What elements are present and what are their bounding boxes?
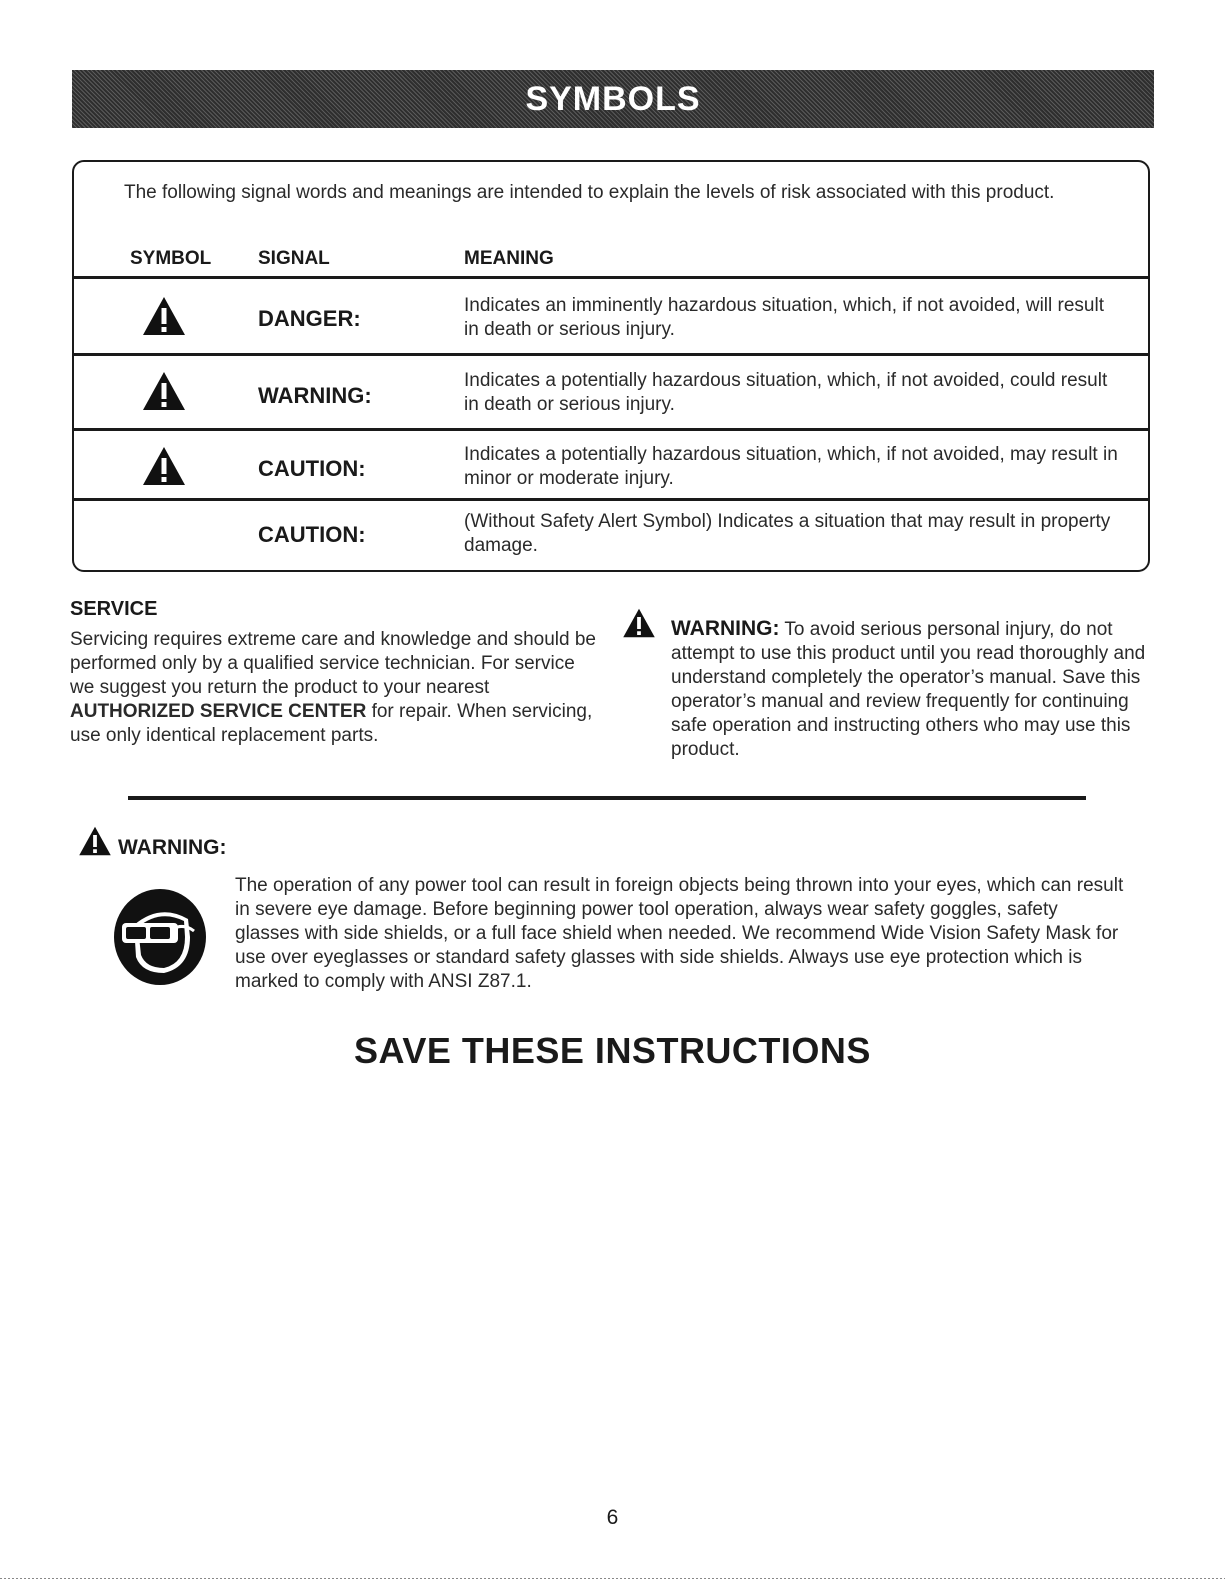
meaning-danger: Indicates an imminently hazardous situation, which, if not avoided, will result in death or serious injury.: [464, 295, 1104, 340]
column-header-signal: SIGNAL: [258, 248, 330, 269]
service-heading: SERVICE: [70, 598, 158, 620]
meaning-warning: Indicates a potentially hazardous situation, which, if not avoided, could result in death or serious injury.: [464, 370, 1108, 415]
signal-word-caution: CAUTION:: [258, 456, 366, 481]
eye-protection-text: The operation of any power tool can result in foreign objects being thrown into your eyes, which can result in severe eye damage. Before beginning power tool operation, always wear safety goggles, safety glasses with side shields, or a full face shield when needed. We recommend Wide Vision Safety Mask for use over eyeglasses or standard safety glasses with side shields. Always use eye protection which is marked to comply with ANSI Z87.1.: [235, 875, 1124, 992]
safety-alert-icon: [142, 371, 186, 411]
safety-alert-icon: [622, 608, 656, 638]
section-divider: [128, 796, 1086, 800]
read-manual-warning-text: To avoid serious personal injury, do not attempt to use this product until you read thoroughly and understand completely the operator’s manual. Save this operator’s manual and review frequently for continuing safe operation and instructing others who may use this product.: [671, 619, 1146, 760]
safety-alert-icon: [142, 446, 186, 486]
service-text-end: for repair. When servicing, use only identical replacement parts.: [70, 701, 593, 746]
authorized-service-center: AUTHORIZED SERVICE CENTER: [70, 701, 367, 722]
safety-alert-icon: [78, 826, 112, 856]
page-number: 6: [606, 1506, 619, 1529]
safety-alert-icon: [142, 296, 186, 336]
read-manual-warning: [671, 617, 1161, 762]
table-row-divider: [72, 428, 1150, 431]
signal-word-caution-property: CAUTION:: [258, 522, 366, 547]
meaning-caution: Indicates a potentially hazardous situation, which, if not avoided, may result in minor or moderate injury.: [464, 444, 1118, 489]
table-row-divider: [72, 498, 1150, 501]
eye-warning-label: WARNING:: [118, 836, 227, 859]
signal-word-danger: DANGER:: [258, 306, 361, 331]
read-manual-warning-label: WARNING:: [671, 617, 780, 640]
symbols-intro: The following signal words and meanings are intended to explain the levels of risk associated with this product.: [124, 182, 1055, 203]
table-row-divider: [72, 353, 1150, 356]
service-text-start: Servicing requires extreme care and knowledge and should be performed only by a qualified service technician. For service we suggest you return the product to your nearest: [70, 629, 596, 698]
table-row-divider: [72, 276, 1150, 279]
symbols-banner: [72, 70, 1154, 128]
column-header-symbol: SYMBOL: [130, 248, 212, 269]
page-bottom-rule: [0, 1578, 1225, 1579]
page-title: SYMBOLS: [525, 79, 701, 118]
save-instructions-title: SAVE THESE INSTRUCTIONS: [354, 1030, 871, 1071]
service-text: [70, 628, 600, 748]
safety-goggles-icon: [112, 887, 208, 987]
meaning-caution-property: (Without Safety Alert Symbol) Indicates a situation that may result in property damage.: [464, 511, 1111, 556]
column-header-meaning: MEANING: [464, 248, 554, 269]
signal-word-warning: WARNING:: [258, 383, 372, 408]
